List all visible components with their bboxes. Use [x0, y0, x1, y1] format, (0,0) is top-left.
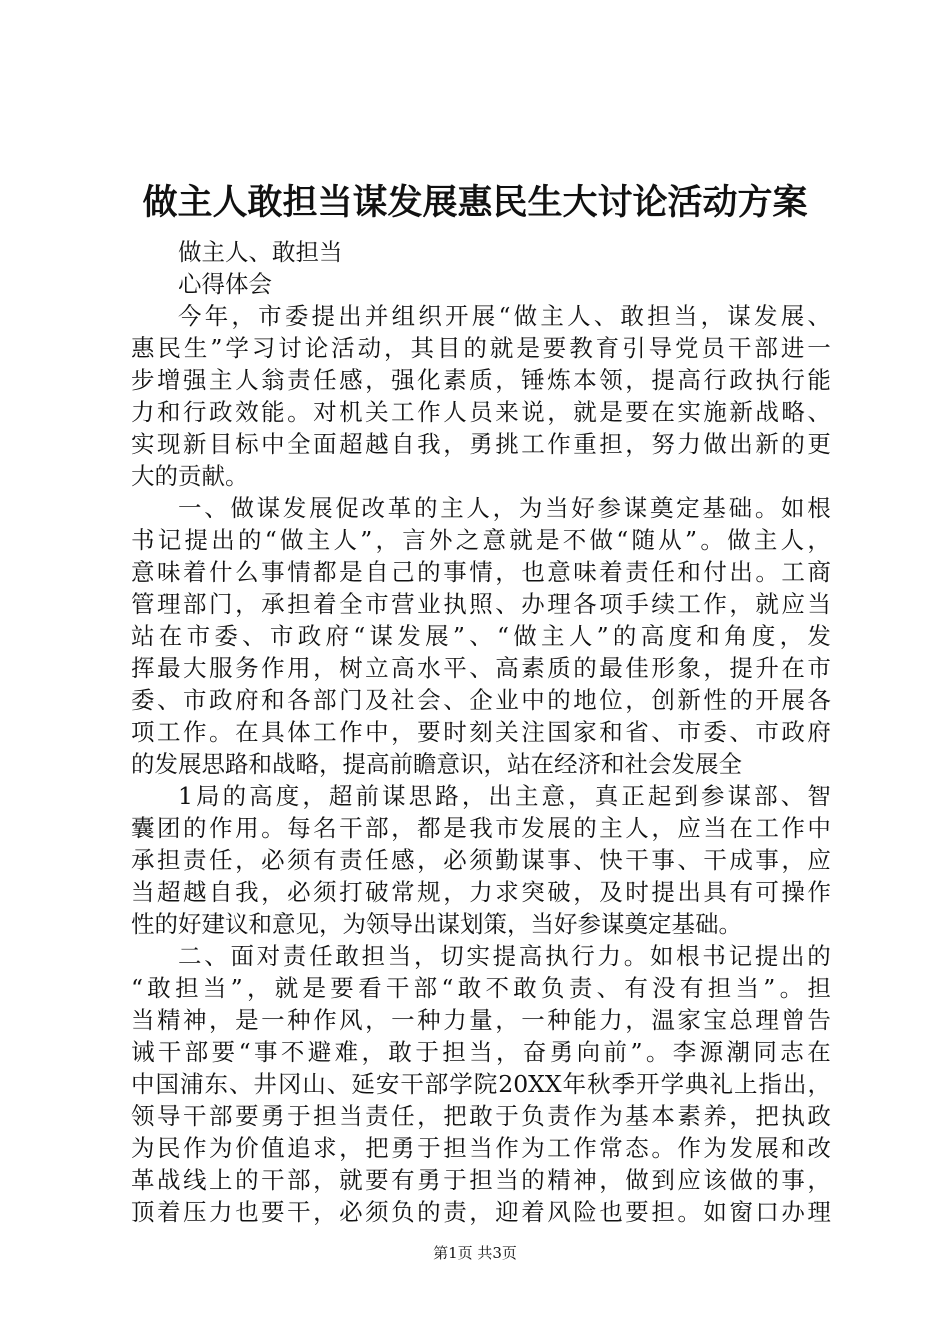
text-line: 一 、 做 谋 发 展 促 改 革 的 主 人 ， 为 当 好 参 谋 奠 定 基 础 。 如 根 [178, 494, 831, 522]
text-line: 当 精 神 ， 是 一 种 作 风 ， 一 种 力 量 ， 一 种 能 力 ， 温 家 宝 总 理 曾 告 [131, 1006, 831, 1034]
text-line: 的发展思路和战略，提高前瞻意识，站在经济和社会发展全 [131, 750, 742, 778]
text-line: “ 敢 担 当 ” ， 就 是 要 看 干 部 “ 敢 不 敢 负 责 、 有 没 有 担 当 ” 。 担 [131, 974, 831, 1002]
text-line: 管 理 部 门 ， 承 担 着 全 市 营 业 执 照 、 办 理 各 项 手 续 工 作 ， 就 应 当 [131, 590, 831, 618]
text-line: 当 超 越 自 我 ， 必 须 打 破 常 规 ， 力 求 突 破 ， 及 时 提 出 具 有 可 操 作 [131, 878, 831, 906]
text-line: 做主人、敢担当 [178, 238, 343, 266]
text-line: 二 、 面 对 责 任 敢 担 当 ， 切 实 提 高 执 行 力 。 如 根 书 记 提 出 的 [178, 942, 831, 970]
text-line: 诫 干 部 要 “ 事 不 避 难 ， 敢 于 担 当 ， 奋 勇 向 前 ” 。 李 源 潮 同 志 在 [131, 1038, 831, 1066]
text-line: 性的好建议和意见，为领导出谋划策，当好参谋奠定基础。 [131, 910, 742, 938]
text-line: 为 民 作 为 价 值 追 求 ， 把 勇 于 担 当 作 为 工 作 常 态 。 作 为 发 展 和 改 [131, 1134, 831, 1162]
text-line: 承 担 责 任 ， 必 须 有 责 任 感 ， 必 须 勤 谋 事 、 快 干 事 、 干 成 事 ， 应 [131, 846, 831, 874]
text-line: 革 战 线 上 的 干 部 ， 就 要 有 勇 于 担 当 的 精 神 ， 做 到 应 该 做 的 事 ， [131, 1166, 831, 1194]
text-line: 大的贡献。 [131, 462, 249, 490]
page-footer: 第1页 共3页 [433, 1244, 517, 1262]
text-line: 项 工 作 。 在 具 体 工 作 中 ， 要 时 刻 关 注 国 家 和 省 、 市 委 、 市 政 府 [131, 718, 831, 746]
text-line: 1 局 的 高 度 ， 超 前 谋 思 路 ， 出 主 意 ， 真 正 起 到 参 谋 部 、 智 [178, 782, 831, 810]
text-line: 书 记 提 出 的 “ 做 主 人 ” ， 言 外 之 意 就 是 不 做 “ 随 从 ” 。 做 主 人 ， [131, 526, 831, 554]
text-line: 委 、 市 政 府 和 各 部 门 及 社 会 、 企 业 中 的 地 位 ， 创 新 性 的 开 展 各 [131, 686, 831, 714]
document-title: 做主人敢担当谋发展惠民生大讨论活动方案 [142, 182, 808, 223]
text-line: 站 在 市 委 、 市 政 府 “ 谋 发 展 ” 、 “ 做 主 人 ” 的 高 度 和 角 度 ， 发 [131, 622, 831, 650]
document-body [131, 236, 831, 1228]
text-line: 实 现 新 目 标 中 全 面 超 越 自 我 ， 勇 挑 工 作 重 担 ， 努 力 做 出 新 的 更 [131, 430, 831, 458]
text-line: 力 和 行 政 效 能 。 对 机 关 工 作 人 员 来 说 ， 就 是 要 在 实 施 新 战 略 、 [131, 398, 831, 426]
text-line: 惠 民 生 ” 学 习 讨 论 活 动 ， 其 目 的 就 是 要 教 育 引 导 党 员 干 部 进 一 [131, 334, 831, 362]
text-line: 领 导 干 部 要 勇 于 担 当 责 任 ， 把 敢 于 负 责 作 为 基 本 素 养 ， 把 执 政 [131, 1102, 831, 1130]
text-line: 囊 团 的 作 用 。 每 名 干 部 ， 都 是 我 市 发 展 的 主 人 ， 应 当 在 工 作 中 [131, 814, 831, 842]
text-line: 中 国 浦 东 、 井 冈 山 、 延 安 干 部 学 院 20XX 年 秋 季 开 学 典 礼 上 指 出 ， [131, 1070, 831, 1098]
text-line: 今 年 ， 市 委 提 出 并 组 织 开 展 “ 做 主 人 、 敢 担 当 ， 谋 发 展 、 [178, 302, 831, 330]
text-line: 步 增 强 主 人 翁 责 任 感 ， 强 化 素 质 ， 锤 炼 本 领 ， 提 高 行 政 执 行 能 [131, 366, 831, 394]
text-line: 顶 着 压 力 也 要 干 ， 必 须 负 的 责 ， 迎 着 风 险 也 要 担 。 如 窗 口 办 理 [131, 1198, 831, 1226]
text-line: 意 味 着 什 么 事 情 都 是 自 己 的 事 情 ， 也 意 味 着 责 任 和 付 出 。 工 商 [131, 558, 831, 586]
text-line: 心得体会 [178, 270, 272, 298]
text-line: 挥 最 大 服 务 作 用 ， 树 立 高 水 平 、 高 素 质 的 最 佳 形 象 ， 提 升 在 市 [131, 654, 831, 682]
